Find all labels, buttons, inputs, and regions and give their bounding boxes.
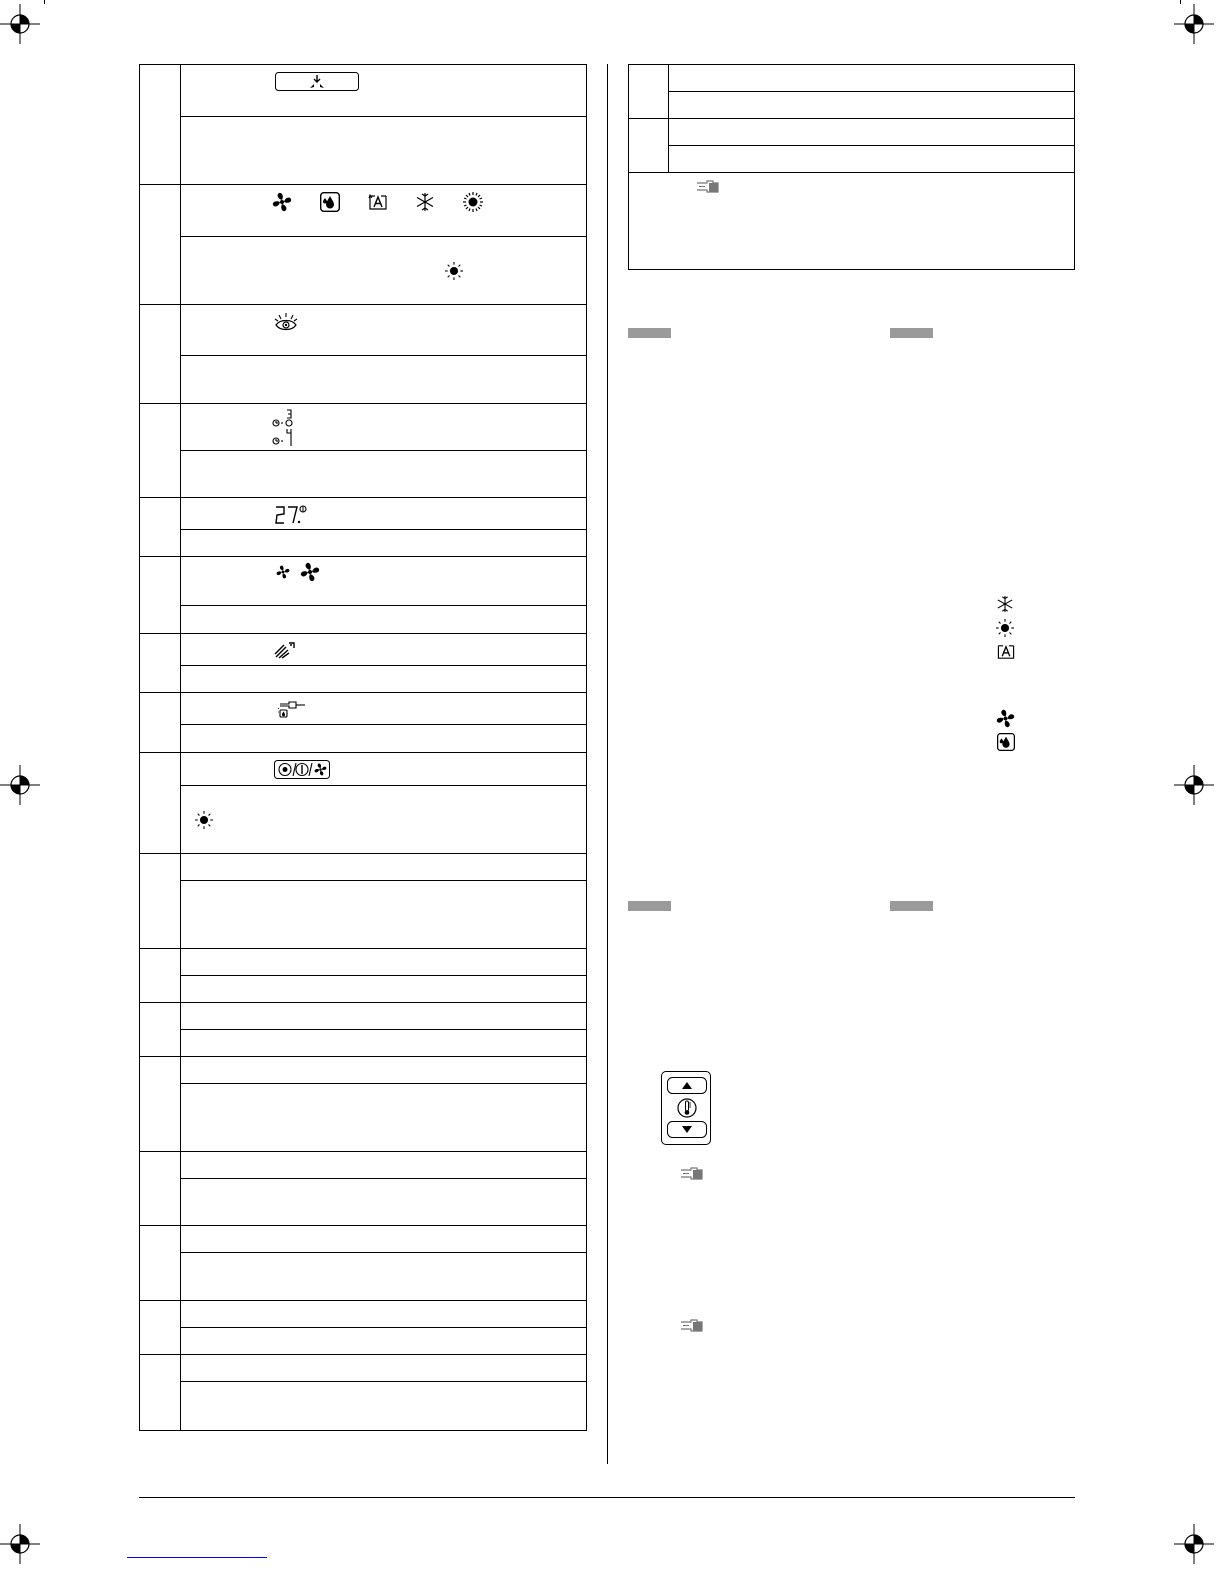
subrow-separator — [180, 880, 587, 881]
row-separator — [139, 633, 587, 634]
column-divider — [607, 64, 608, 1464]
subrow-separator — [180, 1029, 587, 1030]
section-tab — [890, 328, 933, 338]
heat-mode-icon — [445, 262, 463, 280]
fan-speed-high-icon — [300, 562, 320, 582]
subrow-separator — [180, 1381, 587, 1382]
row-separator — [139, 948, 587, 949]
subrow-separator — [180, 975, 587, 976]
footer-rule — [139, 1497, 1075, 1498]
subrow-separator — [180, 1252, 587, 1253]
row-separator — [139, 1300, 587, 1301]
registration-mark-bottom-left — [0, 1524, 40, 1564]
subrow-separator — [180, 1178, 587, 1179]
row-separator — [139, 1225, 587, 1226]
arrow-up-icon[interactable] — [667, 1077, 707, 1095]
row-separator — [139, 1002, 587, 1003]
registration-mark-top-left — [0, 4, 40, 44]
cool-mode-icon — [415, 192, 435, 212]
sensor-eye-icon — [274, 312, 298, 332]
row-separator — [139, 304, 587, 305]
row-separator — [139, 853, 587, 854]
subrow-separator — [180, 529, 587, 530]
auto-mode-icon — [367, 192, 389, 212]
heat-mode-icon — [195, 811, 213, 829]
filter-icon — [277, 698, 307, 720]
row-separator — [139, 497, 587, 498]
dry-mode-icon — [997, 733, 1015, 751]
mode-combo-button-icon — [274, 760, 330, 780]
heat-mode-icon — [463, 192, 483, 212]
row-separator — [139, 1151, 587, 1152]
subrow-separator — [180, 355, 587, 356]
subrow-separator — [180, 450, 587, 451]
crop-line — [1180, 0, 1181, 4]
row-separator — [139, 1056, 587, 1057]
row-separator — [139, 692, 587, 693]
fan-mode-icon — [272, 192, 292, 212]
pointing-hand-icon — [680, 1167, 706, 1181]
fan-mode-icon — [996, 709, 1015, 728]
bottom-link-underline[interactable] — [127, 1557, 267, 1558]
subrow-separator — [180, 1327, 587, 1328]
crop-line — [44, 0, 45, 4]
registration-mark-bottom-right — [1174, 1524, 1214, 1564]
row-separator — [139, 752, 587, 753]
row-separator — [139, 403, 587, 404]
subrow-separator — [180, 1083, 587, 1084]
heat-mode-icon — [996, 619, 1014, 637]
right-row-separator — [628, 118, 1075, 119]
subrow-separator — [180, 665, 587, 666]
pointing-hand-icon — [696, 180, 722, 194]
subrow-separator — [180, 605, 587, 606]
right-table — [628, 64, 1075, 270]
registration-mark-top-right — [1174, 4, 1214, 44]
arrow-down-icon[interactable] — [667, 1121, 707, 1139]
dry-mode-icon — [320, 192, 340, 212]
subrow-separator — [180, 116, 587, 117]
cool-mode-icon — [996, 595, 1014, 613]
row-separator — [139, 184, 587, 185]
section-tab — [628, 901, 671, 911]
temperature-display-icon — [274, 504, 308, 526]
pointing-hand-icon — [680, 1319, 706, 1333]
registration-mark-middle-left — [0, 765, 40, 805]
registration-mark-middle-right — [1174, 765, 1214, 805]
row-separator — [139, 1354, 587, 1355]
right-subrow-separator — [668, 145, 1075, 146]
air-flow-icon — [274, 641, 296, 659]
section-tab — [628, 328, 671, 338]
right-subrow-separator — [668, 91, 1075, 92]
fan-speed-low-icon — [276, 565, 290, 579]
auto-mode-icon — [995, 642, 1017, 661]
right-row-separator — [628, 172, 1075, 173]
subrow-separator — [180, 785, 587, 786]
subrow-separator — [180, 724, 587, 725]
timer-display-icon — [271, 408, 297, 448]
swing-button-icon — [275, 72, 359, 92]
section-tab — [890, 901, 933, 911]
row-separator — [139, 556, 587, 557]
thermometer-icon — [676, 1097, 698, 1119]
subrow-separator — [180, 236, 587, 237]
